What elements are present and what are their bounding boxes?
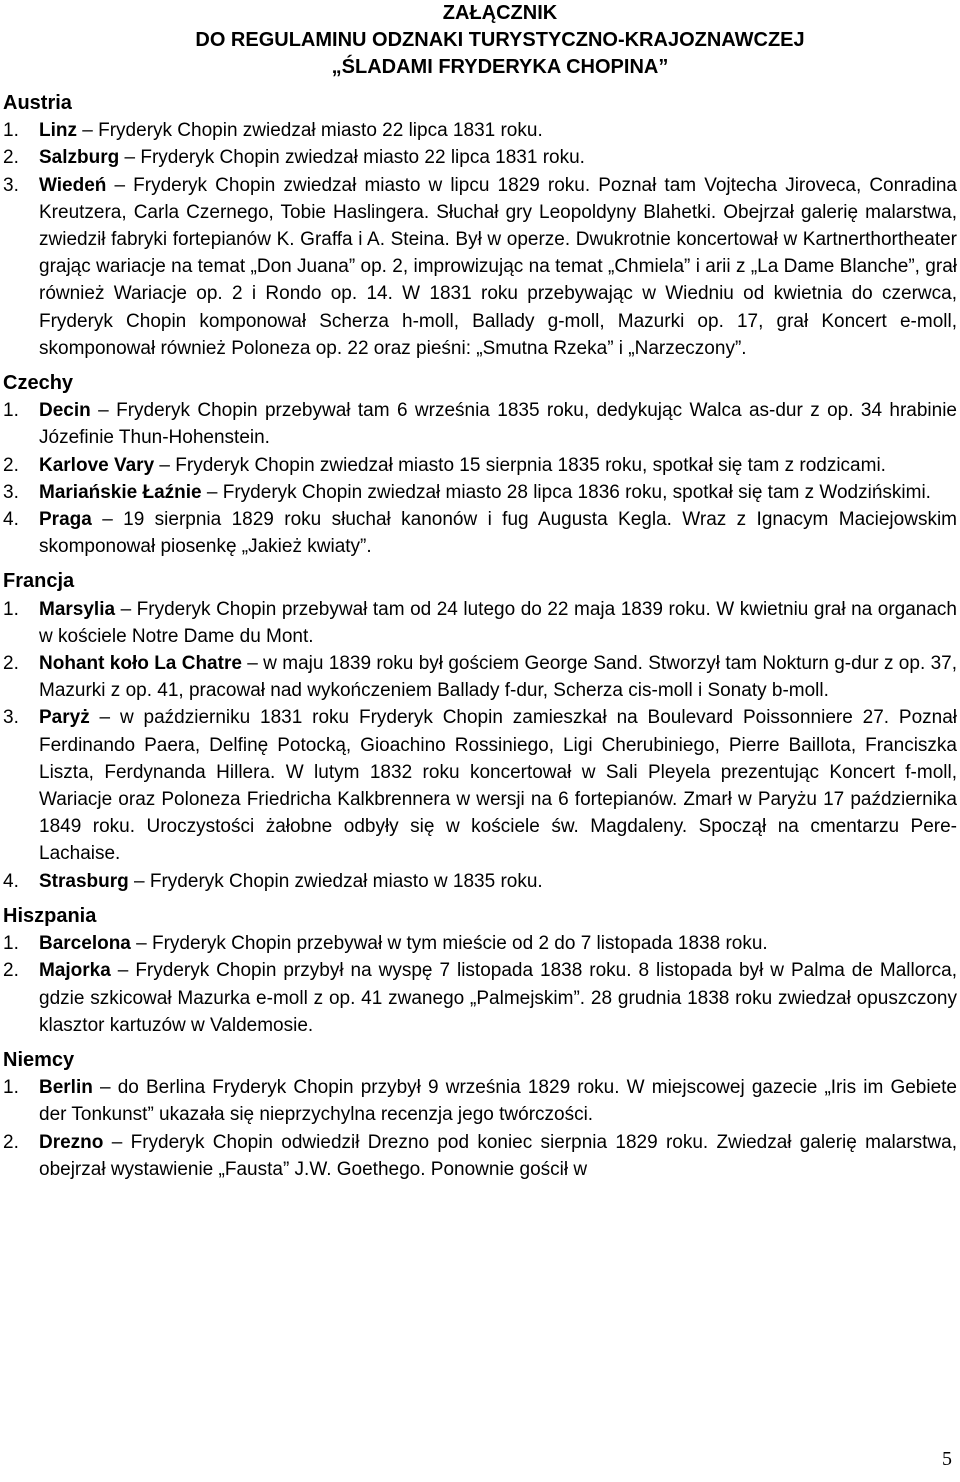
item-number: 4. (3, 509, 19, 531)
place-description: – Fryderyk Chopin zwiedzał miasto w lipcu 1829 roku. Poznał tam Vojtecha Jiroveca, Conradina Kreutzera, Carla Czernego, Tobie Haslingera. Słuchał gry Leopoldyny Blahetki. Obejrzał galerię malarstwa, zwiedził fabryki fortepianów K. Graffa i A. Steina. Był w operze. Dwukrotnie koncertował w Kartnerthortheater grając wariacje na temat „Don Juana” op. 2, improwizując na temat „Chmiela” i arii z „La Dame Blanche”, grał również Wariacje op. 2 i Rondo op. 14. W 1831 roku przebywając w Wiedniu od kwietnia do czerwca, Fryderyk Chopin komponował Scherza h-moll, Ballady g-moll, Mazurki op. 17, grał Koncert e-moll, skomponował również Poloneza op. 22 oraz pieśni: „Smutna Rzeka” i „Narzeczony”. (39, 174, 957, 359)
place-description: – Fryderyk Chopin zwiedzał miasto w 1835 roku. (128, 870, 543, 892)
list-item (3, 1129, 957, 1183)
item-number: 4. (3, 870, 19, 892)
item-number: 1. (3, 400, 19, 422)
item-number: 2. (3, 147, 19, 169)
place-name: Praga (39, 509, 92, 531)
item-number: 3. (3, 481, 19, 503)
place-description: – Fryderyk Chopin przebywał w tym mieście od 2 do 7 listopada 1838 roku. (130, 933, 768, 955)
country-heading: Niemcy (3, 1048, 75, 1071)
list-item (3, 172, 957, 362)
item-text (39, 650, 957, 704)
country-heading: Austria (3, 92, 72, 114)
list-item (3, 1074, 957, 1128)
list-item (3, 930, 957, 957)
item-text (39, 452, 957, 479)
list-item (3, 479, 957, 506)
item-text (39, 172, 957, 362)
item-text (39, 506, 957, 560)
item-number: 3. (3, 707, 19, 729)
item-text (39, 397, 957, 451)
place-name: Strasburg (39, 870, 129, 892)
place-description: – Fryderyk Chopin zwiedzał miasto 15 sierpnia 1835 roku, spotkał się tam z rodzicami. (154, 454, 886, 476)
item-text (39, 704, 957, 867)
place-name: Paryż (39, 707, 90, 729)
place-description: – do Berlina Fryderyk Chopin przybył 9 września 1829 roku. W miejscowej gazecie „Iris im Gebiete der Tonkunst” ukazała się nieprzychylna recenzja jego twórczości. (39, 1077, 957, 1126)
list-item (3, 506, 957, 560)
country-heading: Czechy (3, 372, 74, 395)
place-description: – w maju 1839 roku był gościem George Sand. Stworzył tam Nokturn g-dur z op. 37, Mazurki z op. 41, pracował nad wykończeniem Ballady f-dur, Scherza cis-moll i Sonaty b-moll. (39, 653, 957, 702)
item-text (39, 117, 957, 144)
place-name: Barcelona (39, 933, 131, 955)
item-number: 1. (3, 1077, 19, 1099)
place-description: – 19 sierpnia 1829 roku słuchał kanonów i fug Augusta Kegla. Wraz z Ignacym Maciejowskim skomponował piosenkę „Jakież kwiaty”. (39, 509, 957, 558)
country-heading: Francja (3, 570, 75, 593)
place-name: Decin (39, 400, 91, 422)
list-item (3, 704, 957, 867)
item-number: 2. (3, 454, 19, 476)
place-name: Linz (39, 120, 77, 142)
place-name: Mariańskie Łaźnie (39, 481, 202, 503)
place-description: – Fryderyk Chopin przebywał tam 6 września 1835 roku, dedykując Walca as-dur z op. 34 hrabinie Józefinie Thun-Hohenstein. (39, 400, 957, 449)
document-body (3, 90, 957, 1183)
header-title: ZAŁĄCZNIK (442, 2, 558, 24)
item-number: 1. (3, 120, 19, 142)
country-heading: Hiszpania (3, 904, 97, 927)
document-header (0, 0, 960, 81)
item-text (39, 479, 957, 506)
place-name: Salzburg (39, 147, 120, 169)
place-description: – Fryderyk Chopin zwiedzał miasto 22 lipca 1831 roku. (119, 147, 585, 169)
place-description: – Fryderyk Chopin przybył na wyspę 7 listopada 1838 roku. 8 listopada był w Palma de Mallorca, gdzie szkicował Mazurka e-moll z op. 41 zwanego „Palmejskim”. 28 grudnia 1838 roku zwiedzał opuszczony klasztor kartuzów w Valdemosie. (39, 960, 957, 1036)
page-number: 5 (942, 1448, 952, 1470)
place-name: Nohant koło La Chatre (39, 653, 242, 675)
header-subtitle: DO REGULAMINU ODZNAKI TURYSTYCZNO-KRAJOZNAWCZEJ (195, 29, 805, 51)
item-text (39, 957, 957, 1039)
item-number: 2. (3, 653, 19, 675)
item-text (39, 144, 957, 171)
place-name: Drezno (39, 1131, 104, 1153)
list-item (3, 452, 957, 479)
item-number: 2. (3, 1131, 19, 1153)
place-description: – Fryderyk Chopin zwiedzał miasto 22 lipca 1831 roku. (77, 120, 543, 142)
list-item (3, 117, 957, 144)
place-name: Wiedeń (39, 174, 107, 196)
place-name: Marsylia (39, 598, 116, 620)
list-item (3, 144, 957, 171)
item-number: 1. (3, 598, 19, 620)
place-description: – w październiku 1831 roku Fryderyk Chopin zamieszkał na Boulevard Poissonniere 27. Poznał Ferdinando Paera, Delfinę Potocką, Gioachino Rossiniego, Ligi Cherubiniego, Pierre Baillota, Franciszka Liszta, Ferdynanda Hillera. W lutym 1832 roku koncertował w Sali Pleyela prezentując Koncert f-moll, Wariacje oraz Poloneza Friedricha Kalkbrennera w wersji na 6 fortepianów. Zmarł w Paryżu 17 października 1849 roku. Uroczystości żałobne odbyły się w kościele św. Magdaleny. Spoczął na cmentarzu Pere-Lachaise. (39, 707, 957, 865)
item-text (39, 930, 957, 957)
place-description: – Fryderyk Chopin przebywał tam od 24 lutego do 22 maja 1839 roku. W kwietniu grał na organach w kościele Notre Dame du Mont. (39, 598, 957, 647)
list-item (3, 596, 957, 650)
list-item (3, 397, 957, 451)
list-item (3, 868, 957, 895)
list-item (3, 957, 957, 1039)
list-item (3, 650, 957, 704)
place-name: Majorka (39, 960, 111, 982)
place-description: – Fryderyk Chopin odwiedził Drezno pod koniec sierpnia 1829 roku. Zwiedzał galerię malarstwa, obejrzał wystawienie „Fausta” J.W. Goethego. Ponownie gościł w (39, 1131, 957, 1180)
item-text (39, 1074, 957, 1128)
item-text (39, 1129, 957, 1183)
item-number: 3. (3, 174, 19, 196)
item-text (39, 596, 957, 650)
place-description: – Fryderyk Chopin zwiedzał miasto 28 lipca 1836 roku, spotkał się tam z Wodzińskimi. (201, 481, 931, 503)
item-number: 2. (3, 960, 19, 982)
item-text (39, 868, 957, 895)
item-number: 1. (3, 933, 19, 955)
place-name: Karlove Vary (39, 454, 155, 476)
header-subtitle-quote: „ŚLADAMI FRYDERYKA CHOPINA” (331, 56, 669, 78)
place-name: Berlin (39, 1077, 93, 1099)
